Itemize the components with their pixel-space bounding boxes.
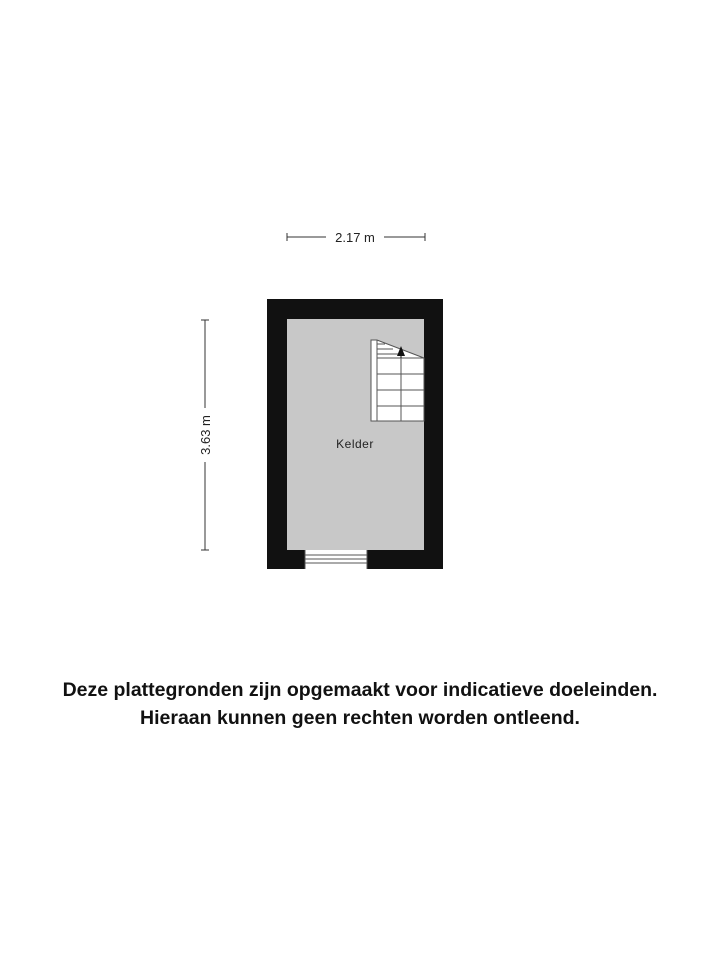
width-dimension (287, 230, 425, 245)
window (305, 550, 367, 569)
disclaimer-line-1: Deze plattegronden zijn opgemaakt voor indicatieve doeleinden. (62, 679, 658, 701)
height-dimension (198, 320, 213, 550)
height-label: 3.63 m (198, 415, 213, 455)
disclaimer (0, 676, 720, 732)
room-label-kelder: Kelder (336, 437, 374, 451)
width-label: 2.17 m (335, 230, 375, 245)
disclaimer-line-2: Hieraan kunnen geen rechten worden ontleend. (140, 707, 580, 729)
